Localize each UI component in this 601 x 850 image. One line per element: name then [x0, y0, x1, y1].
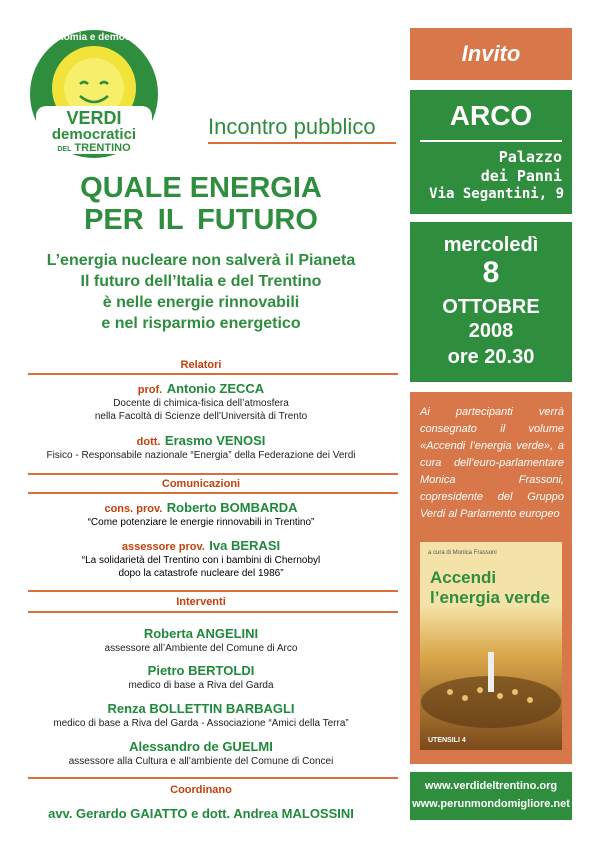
- logo: [28, 28, 160, 160]
- relatore-2-title: dott.: [136, 436, 161, 448]
- comunicazione-1: [0, 499, 402, 517]
- url-2[interactable]: www.perunmondomigliore.net: [412, 798, 570, 810]
- section-comunicazioni: Comunicazioni: [161, 478, 241, 490]
- date-number: 8: [482, 256, 500, 289]
- title-line2: PER IL FUTURO: [84, 204, 318, 236]
- comunicazione-2-name: Iva BERASI: [209, 538, 281, 553]
- logo-del: DEL: [57, 146, 72, 153]
- coordinano-text: avv. Gerardo GAIATTO e dott. Andrea MALOSSINI: [48, 806, 354, 821]
- comunicazione-1-name: Roberto BOMBARDA: [166, 500, 298, 515]
- city: ARCO: [449, 100, 533, 131]
- gift-text: Ai partecipanti verrà consegnato il volume «Accendi l’energia verde», a cura dell’euro-parlamentare Monica Frassoni, copresidente del Gruppo Verdi al Parlamento europeo: [420, 406, 564, 520]
- book-title-1: Accendi: [430, 568, 497, 587]
- urls-box: [410, 772, 572, 820]
- relatore-2-name: Erasmo VENOSI: [164, 433, 266, 448]
- coordinano-rule-top: [28, 777, 398, 779]
- section-coordinano: Coordinano: [170, 784, 232, 796]
- section-interventi: Interventi: [176, 596, 226, 608]
- invito-label: Invito: [461, 41, 521, 66]
- interventi-rule: [28, 611, 398, 613]
- relatore-1-name: Antonio ZECCA: [166, 381, 265, 396]
- book-series: UTENSILI 4: [428, 737, 466, 744]
- invito-box: [410, 28, 572, 80]
- logo-trentino: [28, 142, 160, 154]
- venue-line-2: dei Panni: [480, 167, 562, 185]
- venue-line-1: Palazzo: [498, 148, 562, 166]
- time: ore 20.30: [447, 346, 535, 368]
- lead-line-3: è nelle energie rinnovabili: [102, 294, 300, 311]
- lead-line-1: L’energia nucleare non salverà il Pianeta: [46, 252, 356, 269]
- comunicazione-2-desc-2: dopo la catastrofe nucleare del 1986”: [118, 568, 284, 579]
- title-line1: QUALE ENERGIA: [80, 172, 322, 204]
- gift-box: [410, 392, 572, 764]
- relatore-1-desc-2: nella Facoltà di Scienze dell’Università di Trento: [94, 411, 308, 422]
- venue-line-3: Via Segantini, 9: [429, 186, 564, 202]
- logo-verdi: VERDI: [66, 108, 122, 128]
- relatore-1-desc-1: Docente di chimica-fisica dell’atmosfera: [113, 398, 289, 409]
- relatore-1: [0, 380, 402, 398]
- lead-line-4: e nel risparmio energetico: [101, 315, 301, 332]
- relatore-2-desc: Fisico - Responsabile nazionale “Energia” della Federazione dei Verdi: [46, 450, 356, 461]
- subtitle-rule: [208, 142, 396, 144]
- intervento-3-name: Renza BOLLETTIN BARBAGLI: [107, 701, 295, 716]
- section-relatori: Relatori: [180, 359, 222, 371]
- intervento-3-desc: medico di base a Riva del Garda - Associazione “Amici della Terra”: [53, 718, 349, 729]
- logo-trentino-word: TRENTINO: [74, 142, 131, 154]
- relatori-rule: [28, 373, 398, 375]
- venue-box: [410, 90, 572, 214]
- intervento-2-desc: medico di base a Riva del Garda: [128, 680, 274, 691]
- lead-line-2: Il futuro dell’Italia e del Trentino: [80, 273, 322, 290]
- book-title-2: l’energia verde: [430, 588, 551, 607]
- solar-field-icon: [420, 632, 562, 732]
- month: OTTOBRE: [442, 296, 540, 318]
- interventi-rule-top: [28, 590, 398, 592]
- date-box: [410, 222, 572, 382]
- comunicazioni-rule-top: [28, 473, 398, 475]
- comunicazione-2-title: assessore prov.: [121, 541, 205, 553]
- comunicazione-2: [0, 537, 402, 555]
- intervento-2-name: Pietro BERTOLDI: [147, 663, 255, 678]
- logo-democratici: democratici: [51, 126, 137, 143]
- logo-arc-text: autonomia e democratia: [36, 32, 152, 43]
- city-rule: [420, 140, 562, 142]
- intervento-4-name: Alessandro de GUELMI: [129, 739, 273, 754]
- day: mercoledì: [443, 234, 539, 256]
- intervento-1-name: Roberta ANGELINI: [143, 626, 259, 641]
- comunicazioni-rule: [28, 492, 398, 494]
- comunicazione-1-title: cons. prov.: [104, 503, 163, 515]
- comunicazione-2-desc-1: “La solidarietà del Trentino con i bambini di Chernobyl: [81, 555, 321, 566]
- intervento-1-desc: assessore all’Ambiente del Comune di Arco: [104, 643, 298, 654]
- book-cover: [420, 542, 562, 750]
- intervento-4-desc: assessore alla Cultura e all’ambiente del Comune di Concei: [68, 756, 334, 767]
- url-1[interactable]: www.verdideltrentino.org: [424, 780, 558, 792]
- subtitle: Incontro pubblico: [208, 114, 376, 139]
- comunicazione-1-desc: “Come potenziare le energie rinnovabili in Trentino”: [87, 517, 315, 528]
- relatore-2: [0, 432, 402, 450]
- year: 2008: [468, 320, 514, 342]
- book-author: a cura di Monica Frassoni: [428, 550, 497, 556]
- relatore-1-title: prof.: [137, 384, 163, 396]
